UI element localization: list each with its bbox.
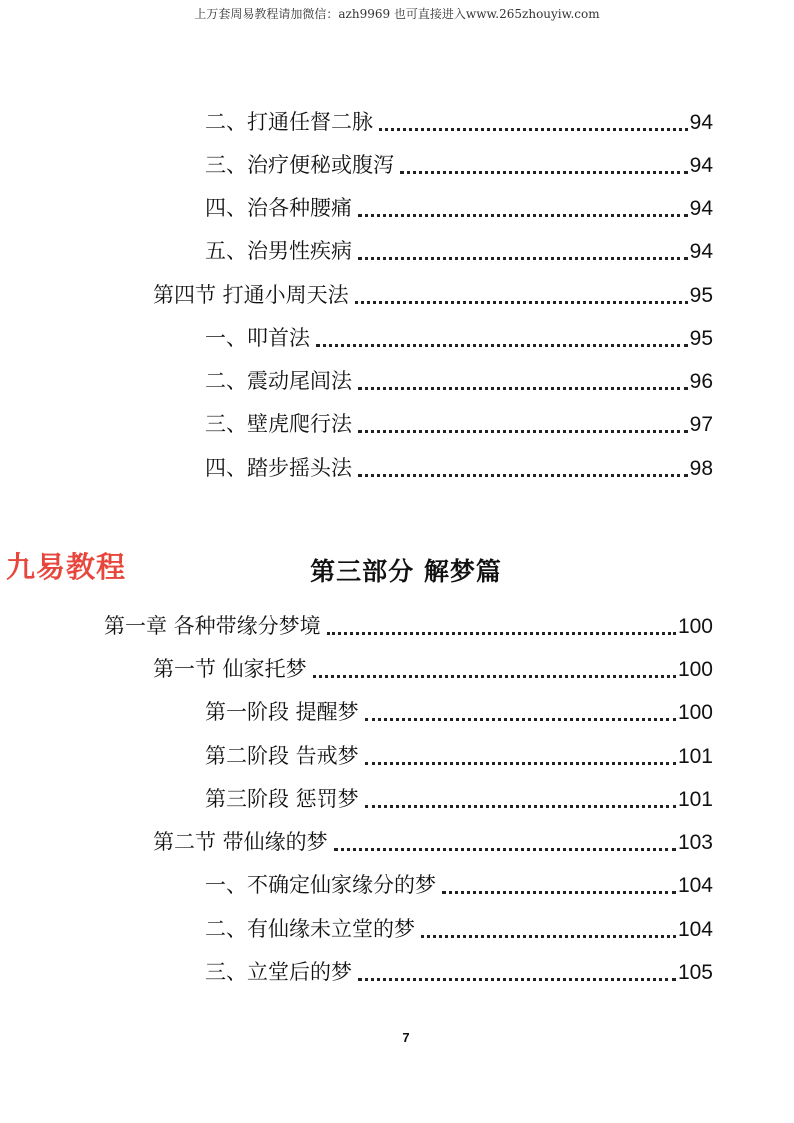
toc-entry[interactable] xyxy=(205,150,713,180)
toc-entry-page: 96 xyxy=(689,370,713,393)
dot-leader xyxy=(379,128,688,131)
toc-entry[interactable] xyxy=(205,914,713,944)
toc-entry-label: 二、震动尾闾法 xyxy=(205,369,352,393)
toc-entry[interactable] xyxy=(153,654,713,684)
toc-entry[interactable] xyxy=(205,697,713,727)
toc-entry[interactable] xyxy=(153,827,713,857)
toc-entry-label: 二、打通任督二脉 xyxy=(205,110,373,134)
toc-entry-page: 95 xyxy=(689,284,713,307)
toc-entry-page: 94 xyxy=(689,154,713,177)
toc-entry-page: 101 xyxy=(677,788,713,811)
toc-entry[interactable] xyxy=(205,323,713,353)
toc-entry-page: 100 xyxy=(677,701,713,724)
toc-entry-label: 第二阶段 告戒梦 xyxy=(205,744,359,768)
dot-leader xyxy=(327,632,676,635)
toc-entry-page: 94 xyxy=(689,240,713,263)
toc-entry[interactable] xyxy=(205,453,713,483)
dot-leader xyxy=(358,387,688,390)
toc-entry[interactable] xyxy=(205,784,713,814)
toc-entry-label: 第三阶段 惩罚梦 xyxy=(205,787,359,811)
toc-entry[interactable] xyxy=(205,193,713,223)
dot-leader xyxy=(400,171,688,174)
toc-entry-label: 三、壁虎爬行法 xyxy=(205,412,352,436)
dot-leader xyxy=(355,301,688,304)
dot-leader xyxy=(358,430,688,433)
toc-entry-page: 94 xyxy=(689,111,713,134)
dot-leader xyxy=(358,978,676,981)
toc-entry-label: 第四节 打通小周天法 xyxy=(153,283,349,307)
dot-leader xyxy=(358,474,688,477)
watermark-logo: 九易教程 xyxy=(6,550,127,584)
page-number: 7 xyxy=(402,1030,410,1045)
toc-entry-page: 104 xyxy=(677,874,713,897)
toc-entry-label: 一、叩首法 xyxy=(205,326,310,350)
toc-entry-label: 四、踏步摇头法 xyxy=(205,456,352,480)
toc-entry-page: 101 xyxy=(677,745,713,768)
dot-leader xyxy=(365,762,676,765)
dot-leader xyxy=(365,718,676,721)
toc-entry-page: 104 xyxy=(677,918,713,941)
dot-leader xyxy=(358,257,688,260)
toc-entry[interactable] xyxy=(205,236,713,266)
toc-entry-label: 五、治男性疾病 xyxy=(205,239,352,263)
toc-entry[interactable] xyxy=(205,741,713,771)
toc-entry-label: 一、不确定仙家缘分的梦 xyxy=(205,873,436,897)
part-title: 第三部分 解梦篇 xyxy=(310,557,502,586)
toc-entry-page: 100 xyxy=(677,658,713,681)
toc-entry-page: 98 xyxy=(689,457,713,480)
toc-entry-page: 95 xyxy=(689,327,713,350)
toc-entry-page: 103 xyxy=(677,831,713,854)
toc-entry[interactable] xyxy=(205,957,713,987)
toc-entry[interactable] xyxy=(104,611,713,641)
toc-entry-label: 第一章 各种带缘分梦境 xyxy=(104,614,321,638)
toc-entry-page: 105 xyxy=(677,961,713,984)
dot-leader xyxy=(316,344,688,347)
toc-entry-page: 94 xyxy=(689,197,713,220)
dot-leader xyxy=(358,214,688,217)
toc-entry[interactable] xyxy=(205,409,713,439)
toc-entry[interactable] xyxy=(153,280,713,310)
toc-entry[interactable] xyxy=(205,870,713,900)
dot-leader xyxy=(421,935,676,938)
toc-entry-label: 三、立堂后的梦 xyxy=(205,960,352,984)
toc-entry-page: 97 xyxy=(689,413,713,436)
toc-entry[interactable] xyxy=(205,366,713,396)
toc-entry-label: 三、治疗便秘或腹泻 xyxy=(205,153,394,177)
toc-entry-page: 100 xyxy=(677,615,713,638)
header-note: 上万套周易教程请加微信：azh9969 也可直接进入www.265zhouyiw.com xyxy=(194,7,600,21)
toc-entry-label: 第二节 带仙缘的梦 xyxy=(153,830,328,854)
toc-entry[interactable] xyxy=(205,107,713,137)
dot-leader xyxy=(313,675,676,678)
toc-entry-label: 第一阶段 提醒梦 xyxy=(205,700,359,724)
dot-leader xyxy=(365,805,676,808)
toc-entry-label: 二、有仙缘未立堂的梦 xyxy=(205,917,415,941)
toc-entry-label: 第一节 仙家托梦 xyxy=(153,657,307,681)
dot-leader xyxy=(442,891,676,894)
toc-entry-label: 四、治各种腰痛 xyxy=(205,196,352,220)
dot-leader xyxy=(334,848,676,851)
